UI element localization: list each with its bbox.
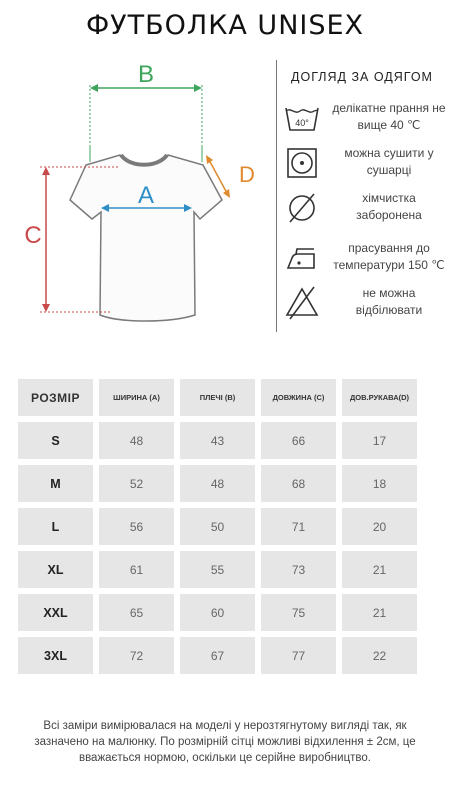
table-header-row [18, 379, 417, 416]
care-text-tumble-dry: можна сушити у сушарці [344, 146, 434, 177]
table-row [18, 551, 417, 588]
measure-c-label: C [24, 222, 42, 249]
svg-text:40°: 40° [295, 118, 309, 128]
care-item-tumble-dry [282, 143, 447, 187]
table-cell: 73 [261, 551, 336, 588]
page-title: ФУТБОЛКА UNISEX [85, 10, 365, 41]
table-row [18, 594, 417, 631]
tshirt-collar [121, 155, 167, 165]
header-length: ДОВЖИНА (С) [261, 379, 336, 416]
size-cell: 3XL [18, 637, 93, 674]
care-title: ДОГЛЯД ЗА ОДЯГОМ [291, 70, 433, 84]
table-cell: 72 [99, 637, 174, 674]
table-cell: 75 [261, 594, 336, 631]
table-cell: 20 [342, 508, 417, 545]
care-text-wash: делікатне прання не вище 40 ℃ [332, 101, 446, 132]
table-cell: 18 [342, 465, 417, 502]
care-text-no-dry-clean: хімчистка заборонена [356, 191, 422, 222]
table-cell: 21 [342, 551, 417, 588]
size-cell: M [18, 465, 93, 502]
tumble-dry-icon [282, 143, 322, 183]
size-cell: XXL [18, 594, 93, 631]
tshirt-diagram [0, 55, 275, 345]
size-cell: S [18, 422, 93, 459]
wash-40-icon [282, 98, 322, 138]
table-cell: 65 [99, 594, 174, 631]
care-item-no-bleach [282, 283, 447, 327]
measurement-note: Всі заміри вимірювалася на моделі у нерозтягнутому вигляді так, як зазначено на малюнку. По розмірній сітці можливі відхилення ± 2см, це вважається нормою, оскільки це серійне виробництво. [34, 720, 416, 764]
header-shoulders: ПЛЕЧІ (В) [180, 379, 255, 416]
measure-a-label: A [137, 182, 155, 209]
table-row [18, 465, 417, 502]
care-item-wash [282, 98, 447, 142]
table-cell: 48 [180, 465, 255, 502]
vertical-divider [276, 60, 277, 332]
table-cell: 66 [261, 422, 336, 459]
table-cell: 67 [180, 637, 255, 674]
table-row [18, 508, 417, 545]
table-cell: 17 [342, 422, 417, 459]
table-row [18, 422, 417, 459]
table-cell: 22 [342, 637, 417, 674]
table-cell: 60 [180, 594, 255, 631]
header-sleeve: ДОВ.РУКАВА(D) [342, 379, 417, 416]
care-text-no-bleach: не можна відбілювати [355, 286, 423, 317]
measure-b-label: B [137, 61, 155, 88]
table-cell: 21 [342, 594, 417, 631]
table-cell: 43 [180, 422, 255, 459]
table-cell: 52 [99, 465, 174, 502]
tshirt-outline [70, 155, 222, 321]
table-cell: 50 [180, 508, 255, 545]
size-cell: XL [18, 551, 93, 588]
table-cell: 56 [99, 508, 174, 545]
table-cell: 61 [99, 551, 174, 588]
table-cell: 71 [261, 508, 336, 545]
header-width: ШИРИНА (А) [99, 379, 174, 416]
no-dry-clean-icon [282, 188, 322, 228]
size-table [12, 373, 423, 680]
table-cell: 77 [261, 637, 336, 674]
iron-icon [282, 238, 322, 278]
measure-d-label: D [239, 162, 255, 187]
care-text-iron: прасування до температури 150 ℃ [333, 241, 445, 272]
care-item-no-dry-clean [282, 188, 447, 232]
table-cell: 48 [99, 422, 174, 459]
table-row [18, 637, 417, 674]
table-cell: 55 [180, 551, 255, 588]
size-cell: L [18, 508, 93, 545]
no-bleach-icon [282, 283, 322, 323]
care-item-iron [282, 238, 447, 282]
table-cell: 68 [261, 465, 336, 502]
header-size: РОЗМІР [18, 379, 93, 416]
